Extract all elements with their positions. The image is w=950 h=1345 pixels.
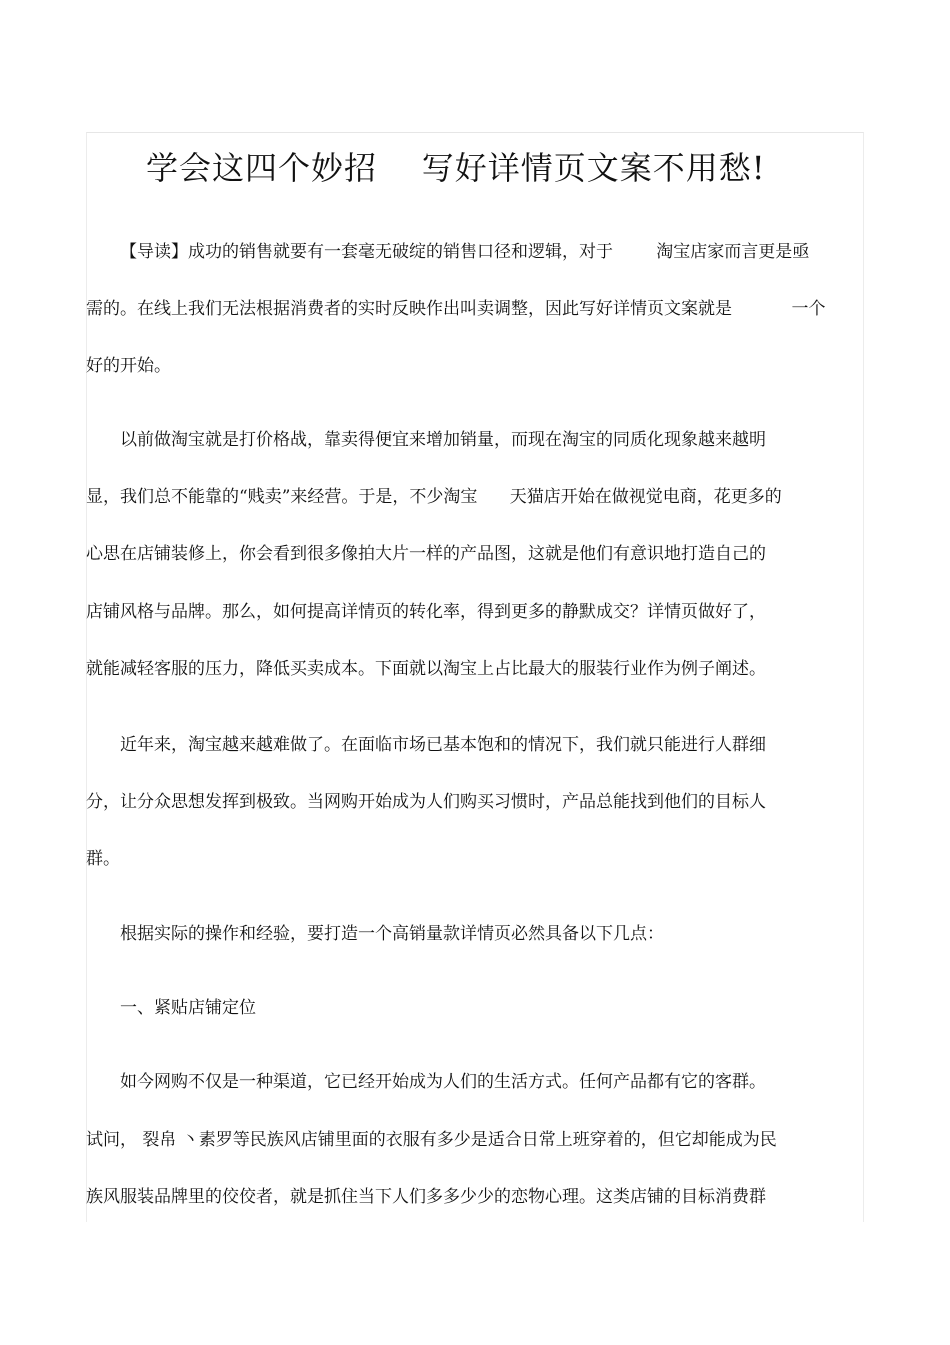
paragraph-2-line-3: 心思在店铺装修上，你会看到很多像拍大片一样的产品图，这就是他们有意识地打造自己的 bbox=[86, 544, 766, 564]
paragraph-5-line-2: 试问， 裂帛 丶素罗等民族风店铺里面的衣服有多少是适合日常上班穿着的，但它却能成为民 bbox=[86, 1130, 777, 1150]
paragraph-3-line-3: 群。 bbox=[86, 849, 120, 869]
paragraph-3-line-2: 分，让分众思想发挥到极致。当网购开始成为人们购买习惯时，产品总能找到他们的目标人 bbox=[86, 792, 766, 812]
document-title: 学会这四个妙招 写好详情页文案不用愁! bbox=[146, 149, 766, 187]
paragraph-1-line-1: 【导读】成功的销售就要有一套毫无破绽的销售口径和逻辑，对于 淘宝店家而言更是亟 bbox=[120, 242, 810, 262]
paragraph-5-line-1: 如今网购不仅是一种渠道，它已经开始成为人们的生活方式。任何产品都有它的客群。 bbox=[120, 1072, 766, 1092]
paragraph-5-line-3: 族风服装品牌里的佼佼者，就是抓住当下人们多多少少的恋物心理。这类店铺的目标消费群 bbox=[86, 1187, 766, 1207]
section-heading-1: 一、紧贴店铺定位 bbox=[120, 998, 256, 1018]
paragraph-4-line-1: 根据实际的操作和经验，要打造一个高销量款详情页必然具备以下几点： bbox=[120, 924, 664, 944]
paragraph-1-line-3: 好的开始。 bbox=[86, 356, 171, 376]
paragraph-2-line-1: 以前做淘宝就是打价格战，靠卖得便宜来增加销量，而现在淘宝的同质化现象越来越明 bbox=[120, 430, 766, 450]
paragraph-1-line-2: 需的。在线上我们无法根据消费者的实时反映作出叫卖调整，因此写好详情页文案就是 一个 bbox=[86, 299, 826, 319]
paragraph-2-line-2: 显，我们总不能靠的“贱卖”来经营。于是，不少淘宝 天猫店开始在做视觉电商，花更多的 bbox=[86, 487, 782, 507]
paragraph-2-line-4: 店铺风格与品牌。那么，如何提高详情页的转化率，得到更多的静默成交？详情页做好了， bbox=[86, 602, 766, 622]
paragraph-2-line-5: 就能减轻客服的压力，降低买卖成本。下面就以淘宝上占比最大的服装行业作为例子阐述。 bbox=[86, 659, 766, 679]
paragraph-3-line-1: 近年来，淘宝越来越难做了。在面临市场已基本饱和的情况下，我们就只能进行人群细 bbox=[120, 735, 766, 755]
